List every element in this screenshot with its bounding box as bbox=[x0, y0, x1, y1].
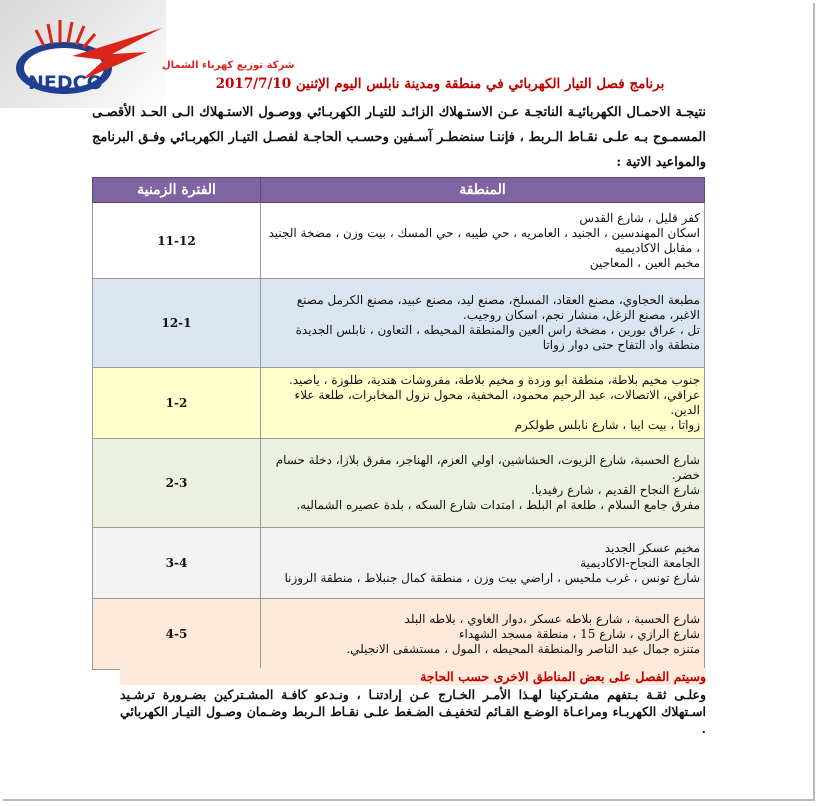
outage-schedule-table bbox=[92, 177, 705, 670]
period-column-header: الفترة الزمنية bbox=[93, 178, 261, 203]
table-row bbox=[93, 439, 705, 528]
areas-cell bbox=[261, 439, 705, 528]
area-column-header: المنطقة bbox=[261, 178, 705, 203]
area-line: اسكان المهندسين ، الجنيد ، العامريه ، حي طيبه ، حي المسك ، بيت وزن ، مضخة الجنيد ، مقابل الاكاديميه bbox=[268, 225, 700, 255]
table-row bbox=[93, 279, 705, 368]
table-header-row bbox=[93, 178, 705, 203]
closing-paragraph: وعلـى ثقـة بـتفهم مشـتركينا لهـذا الأمـر الخـارج عـن إرادتنـا ، ونـدعو كافـة المشـتركين بضـرورة ترشـيد اسـتهلاك الكهربـاء ومراعـاة الوضـع القـائم لتخفيـف الضـغط علـى نقـاط الـربط وضـمان وصـول التيـار الكهربائي . bbox=[120, 687, 706, 736]
period-cell: 11-12 bbox=[93, 203, 261, 279]
svg-text:شركة توزيع كهرباء الشمال: شركة توزيع كهرباء الشمال bbox=[162, 60, 295, 71]
table-row bbox=[93, 203, 705, 279]
period-cell: 1-2 bbox=[93, 368, 261, 439]
additional-areas-note: وسيتم الفصل على بعض المناطق الاخرى حسب الحاجة bbox=[120, 668, 706, 685]
areas-cell bbox=[261, 528, 705, 599]
period-cell: 2-3 bbox=[93, 439, 261, 528]
area-line: منطقة واد التفاح حتى دوار زواتا bbox=[542, 338, 700, 352]
area-line: الجامعة النجاح-الاكاديمية bbox=[580, 555, 700, 570]
page-title: برنامج فصل التيار الكهربائي في منطقة ومدينة نابلس اليوم الإثنين 2017/7/10 bbox=[215, 76, 665, 92]
table-row bbox=[93, 528, 705, 599]
area-line: شارع الحسبة ، شارع بلاطه عسكر ،دوار الغاوي ، بلاطه البلد bbox=[404, 611, 700, 626]
svg-text:NEDCO: NEDCO bbox=[28, 72, 103, 94]
area-line: زواتا ، بيت ايبا ، شارع نابلس طولكرم bbox=[514, 418, 700, 432]
area-line: شارع الرازي ، شارع 15 ، منطقة مسجد الشهداء bbox=[458, 626, 700, 641]
area-line: مخيم عسكر الجديد bbox=[604, 540, 700, 555]
area-line: شارع الحسبة، شارع الزيوت، الحشاشين، اولي العزم، الهناجر، مفرق بلازا، دخلة حسام خضر. bbox=[275, 453, 700, 482]
nedco-logo bbox=[12, 16, 295, 98]
areas-cell bbox=[261, 599, 705, 670]
area-line: تل ، عراق بورين ، مضخة راس العين والمنطقة المحيطه ، التعاون ، نابلس الجديدة bbox=[295, 323, 700, 337]
area-line: عراقي، الاتصالات، عبد الرحيم محمود، المخفية، محول نزول المخابرات، طلعة علاء الدين. bbox=[294, 388, 700, 417]
table-row bbox=[93, 599, 705, 670]
area-line: مخيم العين ، المعاجين bbox=[589, 255, 700, 270]
table-row bbox=[93, 368, 705, 439]
intro-paragraph: نتيجـة الاحمـال الكهربائيـة الناتجـة عـن الاستـهلاك الزائـد للتيـار الكهربـائي ووصـول الاستـهلاك الـى الحـد الأقصـى المسمـوح بـه علـى نقـاط الـربط ، فإننـا سنضطـر آسـفين وحسـب الحاجـة لفصـل التيـار الكهربـائي وفـق البرنامج والمواعيد الاتية : bbox=[92, 105, 706, 170]
period-cell: 12-1 bbox=[93, 279, 261, 368]
nedco-logo-graphic bbox=[12, 16, 295, 98]
areas-cell bbox=[261, 368, 705, 439]
area-line: شارع النجاح القديم ، شارع رفيديا. bbox=[531, 483, 700, 497]
area-line: متنزه جمال عبد الناصر والمنطقة المحيطه ، المول ، مستشفى الانجيلي. bbox=[346, 641, 700, 656]
area-line: مطبعة الحجاوي، مصنع العقاد، المسلخ، مصنع ليد، مصنع عبيد، مصنع الكرمل مصنع الاغبر، مصنع الزغل، منشار نجم، اسكان روجيب. bbox=[296, 293, 700, 322]
area-line: شارع تونس ، غرب ملحيس ، اراضي بيت وزن ، منطقة كمال جنبلاط ، منطقة الروزنا bbox=[284, 570, 700, 585]
area-line: كفر قليل ، شارع القدس bbox=[579, 210, 700, 225]
area-line: مفرق جامع السلام ، طلعة ام البلط ، امتدات شارع السكه ، بلدة عصيره الشماليه. bbox=[296, 498, 700, 512]
period-cell: 4-5 bbox=[93, 599, 261, 670]
areas-cell bbox=[261, 279, 705, 368]
area-line: جنوب مخيم بلاطة، منطقة ابو وردة و مخيم بلاطة، مفروشات هندية، طلوزة ، ياصيد. bbox=[288, 373, 700, 387]
period-cell: 3-4 bbox=[93, 528, 261, 599]
areas-cell bbox=[261, 203, 705, 279]
